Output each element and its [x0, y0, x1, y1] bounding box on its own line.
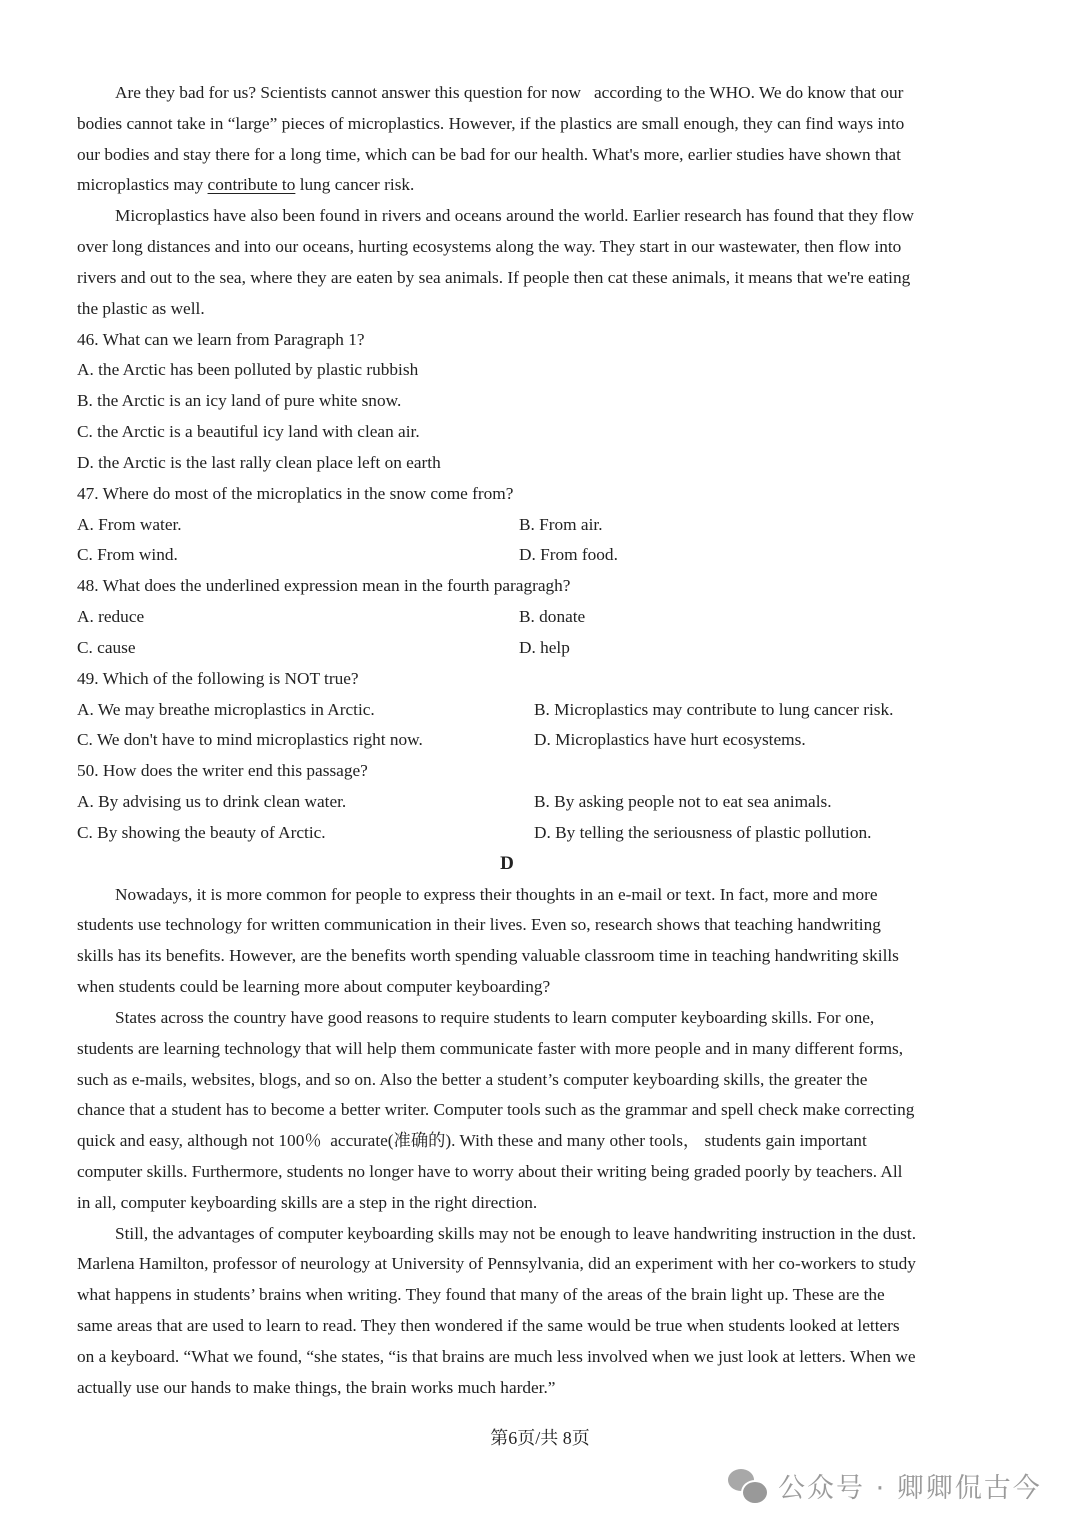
option: B. By asking people not to eat sea animals. — [534, 792, 832, 812]
option: A. From water. — [77, 514, 182, 534]
text-line: bodies cannot take in “large” pieces of microplastics. However, if the plastics are small enough, they can find ways into — [77, 113, 905, 133]
underlined-expression: contribute to — [207, 175, 296, 195]
option: C. the Arctic is a beautiful icy land with clean air. — [77, 422, 420, 442]
text-line: Still, the advantages of computer keyboarding skills may not be enough to leave handwriting instruction in the dust. — [115, 1223, 917, 1243]
question-47 — [77, 479, 1007, 571]
text-line: our bodies and stay there for a long time, which can be bad for our health. What's more, earlier studies have shown that — [77, 144, 901, 164]
question-stem: 50. How does the writer end this passage? — [77, 761, 368, 781]
question-stem: 48. What does the underlined expression mean in the fourth paragragh? — [77, 576, 571, 596]
option: B. the Arctic is an icy land of pure white snow. — [77, 391, 402, 411]
question-48 — [77, 571, 1007, 663]
text-line: actually use our hands to make things, the brain works much harder.” — [77, 1377, 556, 1397]
page-number: 第6页/共 8页 — [490, 1428, 590, 1448]
option-row — [77, 695, 1007, 726]
option: C. cause — [77, 637, 136, 657]
text-line: what happens in students’ brains when writing. They found that many of the areas of the brain light up. These are the — [77, 1285, 885, 1305]
option: D. help — [519, 637, 570, 657]
question-stem: 46. What can we learn from Paragraph 1? — [77, 329, 365, 349]
option: B. Microplastics may contribute to lung cancer risk. — [534, 699, 894, 719]
text-line: computer skills. Furthermore, students no longer have to worry about their writing being graded poorly by teachers. All — [77, 1161, 903, 1181]
text-line: when students could be learning more about computer keyboarding? — [77, 977, 551, 997]
text-line: in all, computer keyboarding skills are a step in the right direction. — [77, 1192, 538, 1212]
text-line: Are they bad for us? Scientists cannot answer this question for now according to the WHO. We do know that our — [115, 83, 904, 102]
text-line: Marlena Hamilton, professor of neurology at University of Pennsylvania, did an experiment with her co-workers to study — [77, 1254, 916, 1274]
text-segment: microplastics may — [77, 175, 208, 195]
option: D. By telling the seriousness of plastic pollution. — [534, 822, 872, 842]
option: D. Microplastics have hurt ecosystems. — [534, 730, 806, 750]
option: A. the Arctic has been polluted by plastic rubbish — [77, 360, 419, 380]
text-line: skills has its benefits. However, are the benefits worth spending valuable classroom time in teaching handwriting skills — [77, 946, 899, 966]
option-row — [77, 633, 1007, 664]
text-line: same areas that are used to learn to read. They then wondered if the same would be true when students looked at letters — [77, 1316, 900, 1336]
question-stem: 49. Which of the following is NOT true? — [77, 668, 359, 688]
text-line: Microplastics have also been found in rivers and oceans around the world. Earlier research has found that they flow — [115, 206, 914, 226]
option-row — [77, 818, 1007, 849]
option: C. By showing the beauty of Arctic. — [77, 822, 326, 842]
paragraph — [77, 201, 1007, 324]
text-line: rivers and out to the sea, where they are eaten by sea animals. If people then cat these animals, it means that we're eating — [77, 267, 911, 287]
paragraph — [77, 880, 1007, 1003]
option: D. the Arctic is the last rally clean place left on earth — [77, 452, 441, 472]
option-row — [77, 602, 1007, 633]
text-line: chance that a student has to become a better writer. Computer tools such as the grammar and spell check make correcting — [77, 1100, 915, 1120]
document-body — [77, 78, 1007, 1404]
text-line: States across the country have good reasons to require students to learn computer keyboarding skills. For one, — [115, 1007, 875, 1027]
option: A. By advising us to drink clean water. — [77, 792, 347, 812]
section-heading: D — [500, 852, 514, 874]
text-line: the plastic as well. — [77, 298, 205, 318]
option-row — [77, 510, 1007, 541]
option: B. From air. — [519, 514, 603, 534]
wechat-icon — [728, 1469, 768, 1503]
text-segment: lung cancer risk. — [295, 175, 415, 195]
watermark — [728, 1466, 1042, 1505]
text-line: on a keyboard. “What we found, “she states, “is that brains are much less involved when we just look at letters. When we — [77, 1346, 916, 1366]
question-stem: 47. Where do most of the microplatics in the snow come from? — [77, 483, 514, 503]
option: C. We don't have to mind microplastics right now. — [77, 730, 423, 750]
option: A. We may breathe microplastics in Arctic. — [77, 699, 375, 719]
paragraph — [77, 1219, 1007, 1404]
option: A. reduce — [77, 607, 145, 627]
question-49 — [77, 664, 1007, 756]
text-line: students are learning technology that will help them communicate faster with more people and in many different forms, — [77, 1038, 904, 1058]
option: B. donate — [519, 607, 586, 627]
option: C. From wind. — [77, 545, 178, 565]
question-46 — [77, 325, 1007, 479]
paragraph — [77, 78, 1007, 201]
option-row — [77, 725, 1007, 756]
question-50 — [77, 756, 1007, 848]
text-line: over long distances and into our oceans, hurting ecosystems along the way. They start in our wastewater, then flow into — [77, 237, 902, 257]
option-row — [77, 540, 1007, 571]
paragraph — [77, 1003, 1007, 1219]
text-line: such as e-mails, websites, blogs, and so on. Also the better a student’s computer keyboarding skills, the greater the — [77, 1069, 868, 1089]
option: D. From food. — [519, 545, 618, 565]
option-row — [77, 787, 1007, 818]
text-line: quick and easy, although not 100％ accurate(准确的). With these and many other tools， students gain important — [77, 1131, 867, 1151]
text-line — [77, 170, 1007, 201]
text-line: students use technology for written communication in their lives. Even so, research shows that teaching handwriting — [77, 915, 881, 935]
text-line: Nowadays, it is more common for people to express their thoughts in an e-mail or text. In fact, more and more — [115, 884, 878, 904]
watermark-text: 公众号 · 卿卿侃古今 — [778, 1473, 1042, 1504]
